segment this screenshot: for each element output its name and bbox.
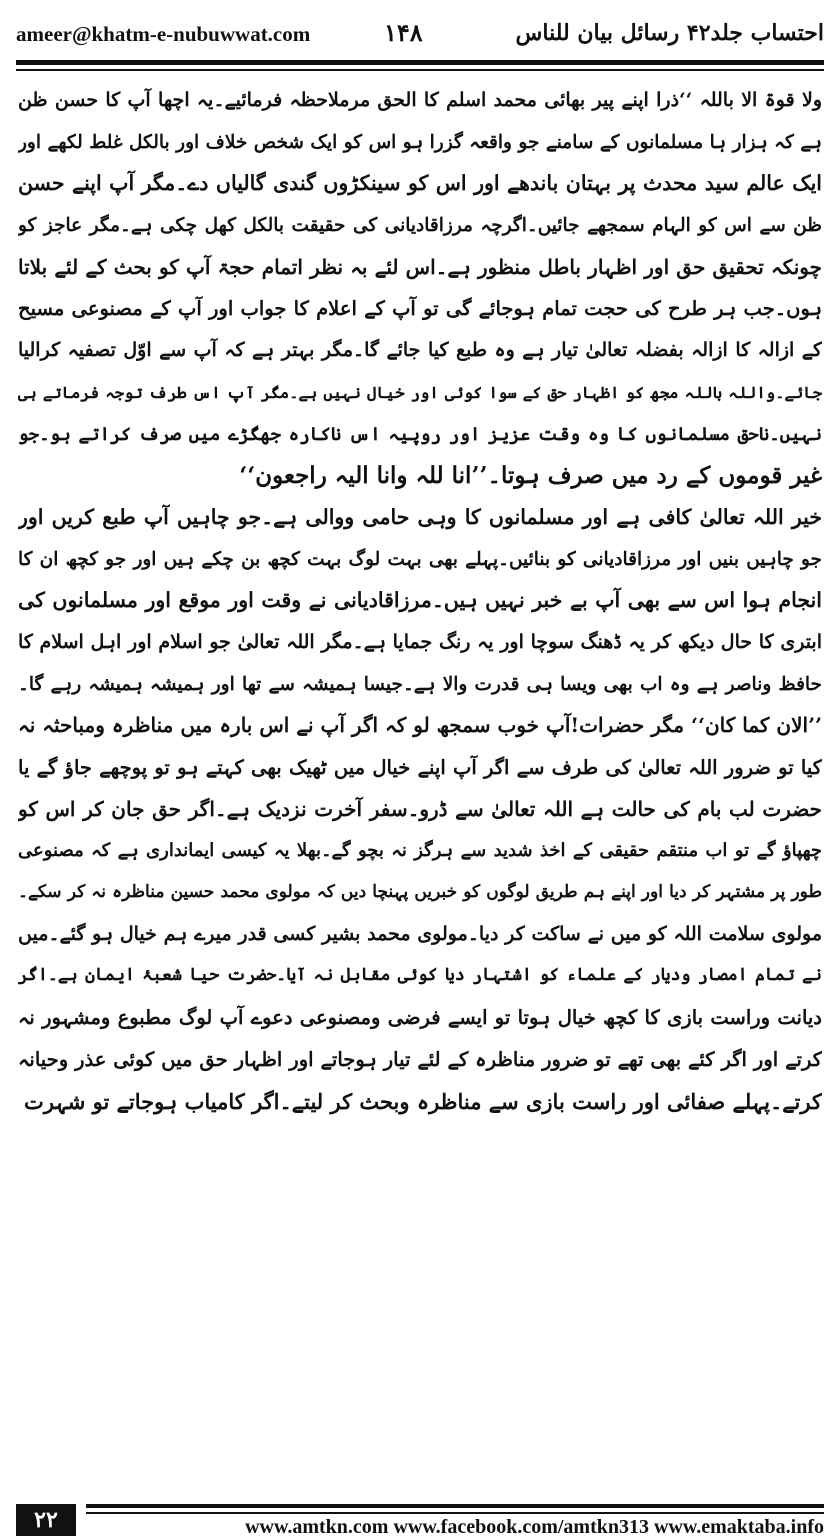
text-line: ہوں۔جب ہر طرح کی حجت تمام ہوجائے گی تو آپ کے اعلام کا جواب اور آپ کے مصنوعی مسیح: [18, 297, 822, 321]
text-line: جو چاہیں بنیں اور مرزاقادیانی کو بنائیں۔پہلے بھی بہت لوگ بہت کچھ بن چکے ہیں اور جو کچھ ان کا: [18, 548, 822, 570]
text-line: چونکہ تحقیق حق اور اظہار باطل منظور ہے۔اس لئے بہ نظر اتمام حجۃ آپ کو بحث کے لئے بلاتا: [18, 254, 822, 279]
text-line: حافظ وناصر ہے وہ اب بھی ویسا ہی قدرت والا ہے۔جیسا ہمیشہ سے تھا اور ہمیشہ ہمیشہ رہے گا۔: [18, 673, 822, 695]
text-line: نے تمام امصار ودیار کے علماء کو اشتہار دیا کوئی مقابل نہ آیا۔حضرت حیا شعبۂ ایمان ہے۔اگر: [18, 965, 822, 986]
header-divider-thick: [16, 60, 824, 65]
text-line: کرتے۔پہلے صفائی اور راست بازی سے مناظرہ وبحث کر لیتے۔اگر کامیاب ہوجاتے تو شہرت: [24, 1088, 822, 1114]
text-line: غیر قوموں کے رد میں صرف ہوتا۔’’انا للہ وانا الیہ راجعون‘‘: [239, 462, 822, 490]
text-line: مولوی سلامت اللہ کو میں نے ساکت کر دیا۔مولوی محمد بشیر کسی قدر میرے ہم خیال ہو گئے۔میں: [18, 922, 822, 945]
text-line: خیر اللہ تعالیٰ کافی ہے اور مسلمانوں کا وہی حامی ووالی ہے۔جو چاہیں آپ طبع کریں اور: [18, 504, 822, 529]
text-line: حضرت لب بام کی حالت ہے اللہ تعالیٰ سے ڈرو۔سفر آخرت نزدیک ہے۔اگر حق جان کر اس کو: [18, 796, 822, 821]
text-line: ابتری کا حال دیکھ کر یہ ڈھنگ سوچا اور یہ رنگ جمایا ہے۔مگر اللہ تعالیٰ جو اسلام اور اہل اسلام کا: [18, 630, 822, 653]
footer-page-label: ۲۲: [16, 1504, 76, 1536]
page-footer: [16, 1502, 824, 1538]
text-line: چھپاؤ گے تو اب منتقم حقیقی کے اخذ شدید سے ہرگز نہ بچو گے۔بھلا یہ کیسی ایمانداری ہے کہ مصنوعی: [18, 840, 822, 862]
text-line: کرتے اور اگر کئے بھی تھے تو ضرور مناظرہ کے لئے تیار ہوجاتے اور اظہار حق میں کوئی عذر وحیانہ: [18, 1047, 822, 1071]
header-email: ameer@khatm-e-nubuwwat.com: [16, 22, 311, 46]
text-line: انجام ہوا اس سے بھی آپ بے خبر نہیں ہیں۔مرزاقادیانی نے وقت اور موقع اور مسلمانوں کی: [18, 588, 822, 613]
text-line: ہے کہ ہزار ہا مسلمانوں کے سامنے جو واقعہ گزرا ہو اس کو ایک شخص خلاف اور بالکل غلط لکھے اور: [18, 131, 822, 153]
header-divider-thin: [16, 69, 824, 71]
text-line: دیانت وراست بازی کا کچھ خیال ہوتا تو ایسے فرضی ومصنوعی دعوے آپ لوگ مطبوع ومشہور نہ: [18, 1006, 822, 1030]
footer-urls: www.amtkn.com www.facebook.com/amtkn313 www.emaktaba.info: [245, 1516, 824, 1538]
footer-divider-thick: [86, 1504, 824, 1508]
text-line: جائے۔واللہ باللہ مجھ کو اظہار حق کے سوا کوئی اور خیال نہیں ہے۔مگر آپ اس طرف توجہ فرماتے ہی: [18, 382, 822, 402]
text-line: نہیں۔ناحق مسلمانوں کا وہ وقت عزیز اور روپیہ اس ناکارہ جھگڑے میں صرف کراتے ہو۔جو: [18, 423, 822, 445]
header-book-title: احتساب جلد۴۲ رسائل بیان للناس: [515, 20, 824, 46]
text-line: کیا تو ضرور اللہ تعالیٰ کی طرف سے اگر آپ اپنے خیال میں ٹھیک بھی کہتے ہو تو پوچھے جاؤ گے یا: [18, 756, 822, 779]
text-line: ولا قوۃ الا باللہ ‘‘ذرا اپنے پیر بھائی محمد اسلم کا الحق مرملاحظہ فرمائیے۔یہ اچھا آپ کا حسن ظن: [18, 89, 822, 111]
text-line: ظن سے اس کو الہام سمجھے جائیں۔اگرچہ مرزاقادیانی کی حقیقت بالکل کھل چکی ہے۔مگر عاجز کو: [18, 215, 822, 237]
text-line: کے ازالہ کا ازالہ بفضلہ تعالیٰ تیار ہے وہ طبع کیا جائے گا۔مگر بہتر ہے کہ آپ سے اوّل تصفیہ کرالیا: [18, 339, 822, 362]
text-line: طور پر مشتہر کر دیا اور اپنے ہم طریق لوگوں کو خبریں پہنچا دیں کہ مولوی محمد حسین مناظرہ نہ کر سکے۔: [18, 882, 822, 903]
header-page-number: ۱۴۸: [384, 18, 423, 47]
text-line: ’’الان کما کان‘‘ مگر حضرات!آپ خوب سمجھ لو کہ اگر آپ نے اس بارہ میں مناظرہ ومباحثہ نہ: [18, 713, 822, 738]
body-text: [18, 80, 822, 1500]
text-line: ایک عالم سید محدث پر بہتان باندھے اور اس کو سینکڑوں گندی گالیاں دے۔مگر آپ اپنے حسن: [18, 171, 822, 196]
page-header: [16, 18, 824, 58]
footer-divider-thin: [86, 1512, 824, 1514]
